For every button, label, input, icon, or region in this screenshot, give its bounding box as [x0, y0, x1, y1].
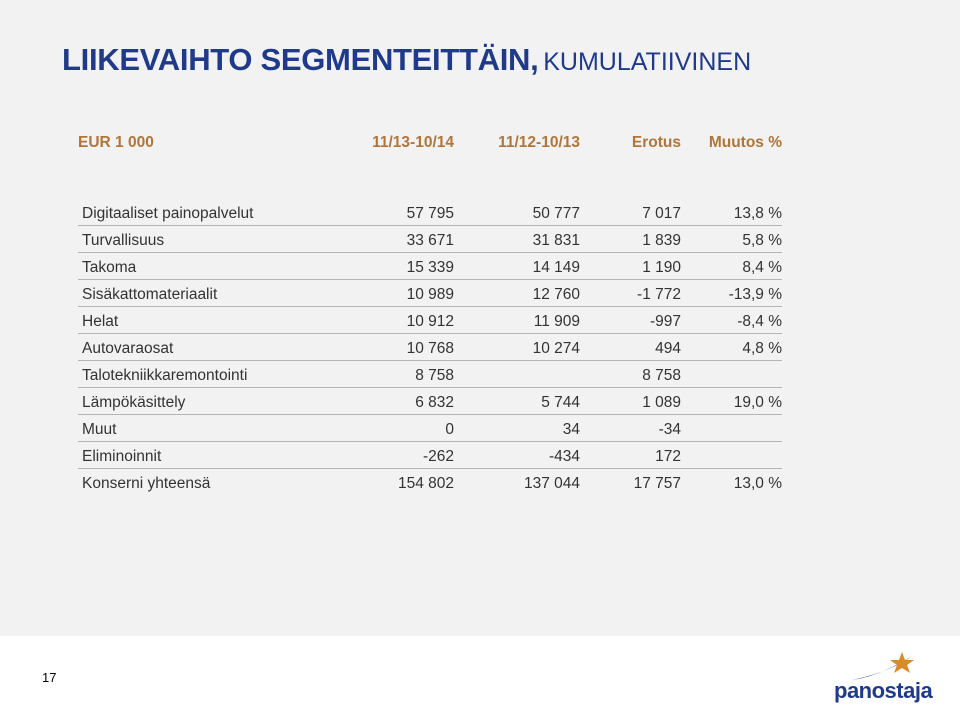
cell-difference: 7 017 [580, 199, 681, 226]
cell-segment-name: Lämpökäsittely [78, 388, 360, 415]
cell-value-current: 6 832 [360, 388, 454, 415]
cell-value-previous: -434 [454, 442, 580, 469]
title-main: LIIKEVAIHTO SEGMENTEITTÄIN [62, 42, 531, 77]
cell-change-percent: 13,0 % [733, 475, 782, 492]
cell-segment-name: Sisäkattomateriaalit [78, 280, 360, 307]
cell-change-percent [681, 442, 782, 469]
table-row [78, 442, 782, 469]
cell-change-percent: 13,8 % [681, 199, 782, 226]
title-separator: , [530, 42, 539, 77]
cell-difference: 17 757 [633, 475, 681, 492]
cell-segment-name: Takoma [78, 253, 360, 280]
page-number: 17 [42, 670, 57, 685]
cell-segment-name: Talotekniikkaremontointi [78, 361, 360, 388]
header-difference: Erotus [631, 134, 681, 151]
segment-revenue-table [78, 125, 782, 495]
cell-segment-name: Digitaaliset painopalvelut [78, 199, 360, 226]
header-change-percent: Muutos % [708, 134, 782, 151]
cell-change-percent: 4,8 % [681, 334, 782, 361]
table-header-row [78, 125, 782, 161]
cell-segment-name: Konserni yhteensä [82, 475, 211, 492]
table-row [78, 469, 782, 496]
cell-difference: 8 758 [580, 361, 681, 388]
cell-value-previous: 12 760 [454, 280, 580, 307]
cell-segment-name: Autovaraosat [78, 334, 360, 361]
cell-difference: 494 [580, 334, 681, 361]
cell-segment-name: Eliminoinnit [78, 442, 360, 469]
cell-value-current: 10 989 [360, 280, 454, 307]
table-row [78, 361, 782, 388]
cell-difference: 1 089 [580, 388, 681, 415]
cell-value-previous: 34 [454, 415, 580, 442]
cell-value-current: 15 339 [360, 253, 454, 280]
cell-value-previous: 50 777 [454, 199, 580, 226]
logo-wordmark: panostaja [834, 678, 933, 703]
cell-difference: 1 190 [580, 253, 681, 280]
cell-value-previous [454, 361, 580, 388]
table-row [78, 199, 782, 226]
cell-value-current: 10 912 [360, 307, 454, 334]
cell-change-percent: -8,4 % [681, 307, 782, 334]
cell-difference: 1 839 [580, 226, 681, 253]
title-subtitle: KUMULATIIVINEN [543, 48, 752, 76]
cell-difference: -997 [580, 307, 681, 334]
table-row [78, 226, 782, 253]
table-row [78, 388, 782, 415]
header-currency: EUR 1 000 [78, 134, 154, 151]
cell-difference: -1 772 [580, 280, 681, 307]
cell-value-previous: 14 149 [454, 253, 580, 280]
header-period-previous: 11/12-10/13 [498, 134, 580, 151]
table-row [78, 280, 782, 307]
cell-value-previous: 137 044 [523, 475, 580, 492]
cell-difference: 172 [580, 442, 681, 469]
cell-difference: -34 [580, 415, 681, 442]
header-period-current: 11/13-10/14 [372, 134, 454, 151]
cell-value-current: 154 802 [397, 475, 454, 492]
slide-title [62, 42, 751, 78]
cell-value-previous: 31 831 [454, 226, 580, 253]
cell-change-percent: 19,0 % [681, 388, 782, 415]
cell-value-current: 8 758 [360, 361, 454, 388]
cell-value-current: -262 [360, 442, 454, 469]
table-row [78, 415, 782, 442]
cell-value-current: 57 795 [360, 199, 454, 226]
cell-value-current: 33 671 [360, 226, 454, 253]
cell-value-current: 0 [360, 415, 454, 442]
cell-change-percent: 5,8 % [681, 226, 782, 253]
cell-value-previous: 10 274 [454, 334, 580, 361]
cell-change-percent: 8,4 % [681, 253, 782, 280]
table-row [78, 253, 782, 280]
table-row [78, 334, 782, 361]
cell-segment-name: Turvallisuus [78, 226, 360, 253]
cell-change-percent: -13,9 % [681, 280, 782, 307]
cell-value-previous: 11 909 [454, 307, 580, 334]
company-logo [834, 650, 934, 704]
cell-value-current: 10 768 [360, 334, 454, 361]
cell-change-percent [681, 415, 782, 442]
cell-segment-name: Helat [78, 307, 360, 334]
table-row [78, 307, 782, 334]
cell-value-previous: 5 744 [454, 388, 580, 415]
cell-change-percent [681, 361, 782, 388]
cell-segment-name: Muut [78, 415, 360, 442]
